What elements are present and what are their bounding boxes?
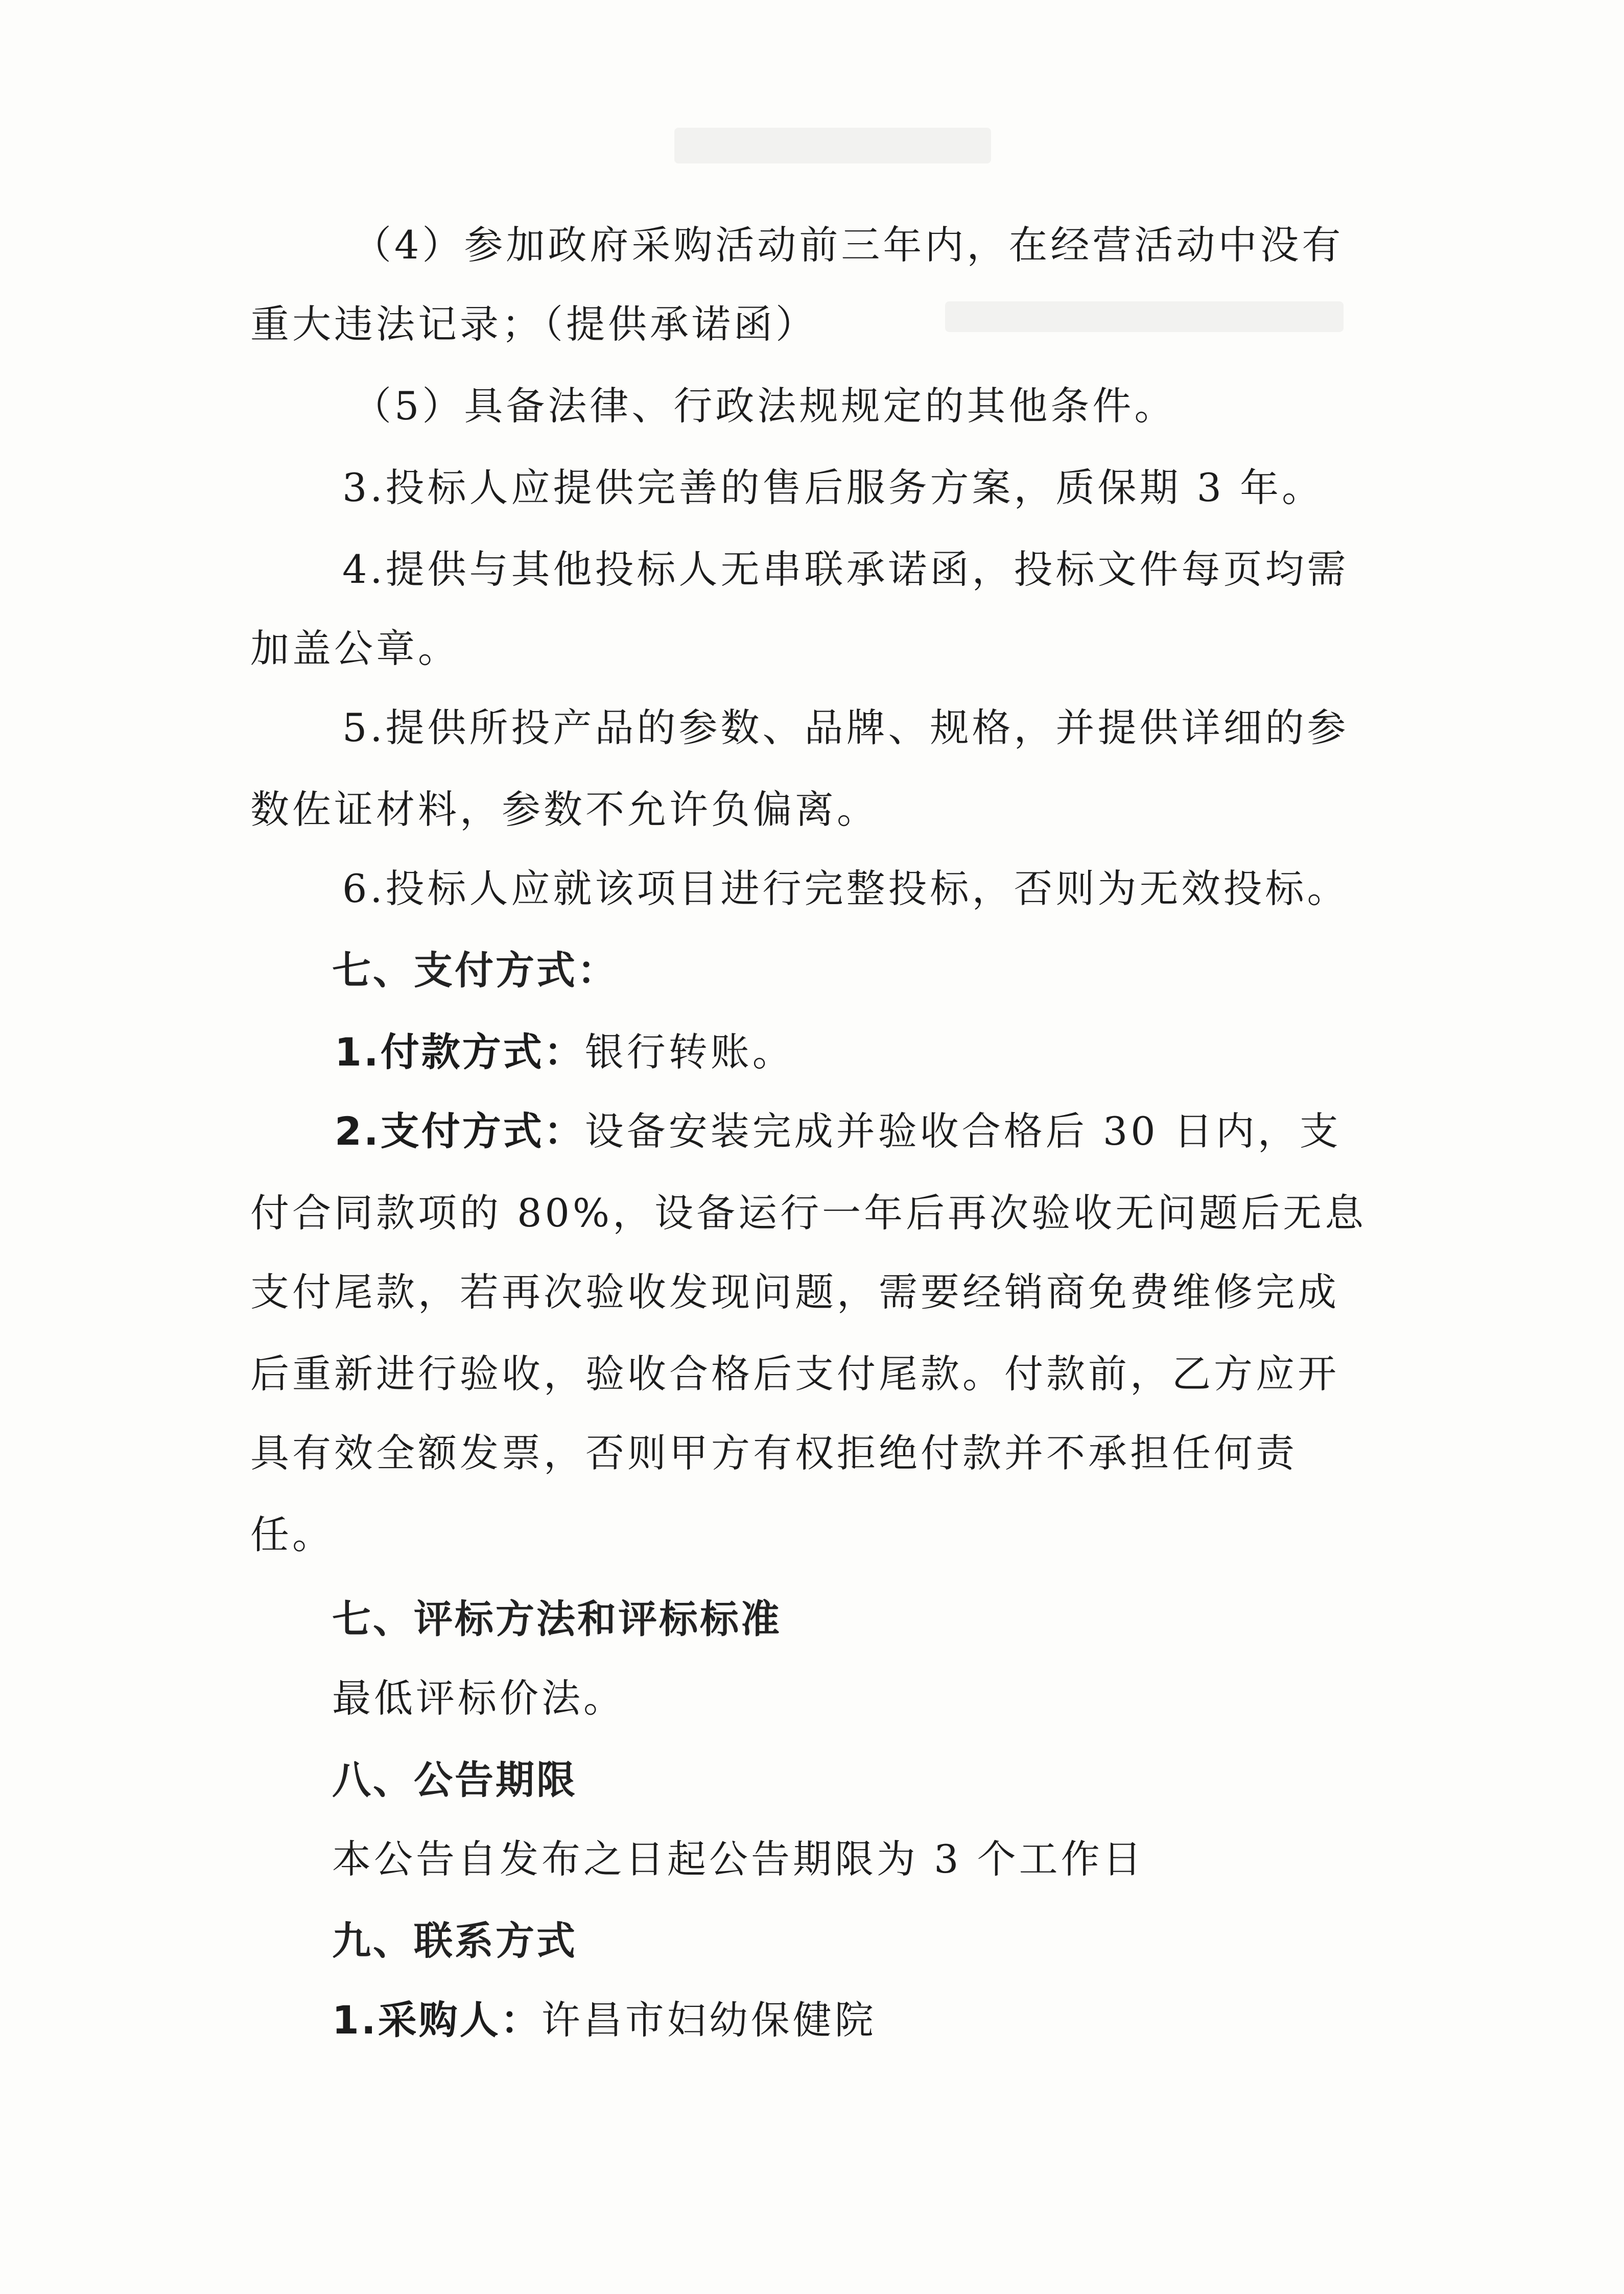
payment-item-1 [335,1027,794,1078]
payment-item-2-text: 设备安装完成并验收合格后 30 日内，支 [584,1108,1341,1154]
payment-item-2-label: 2.支付方式： [335,1108,585,1154]
body-line: 支付尾款，若再次验收发现问题，需要经销商免费维修完成 [250,1269,1339,1315]
body-line: 4.提供与其他投标人无串联承诺函，投标文件每页均需 [342,547,1349,592]
body-line: 具有效全额发票，否则甲方有权拒绝付款并不承担任何责 [250,1430,1298,1476]
body-line: （4）参加政府采购活动前三年内，在经营活动中没有 [352,222,1344,268]
body-line: 数佐证材料，参数不允许负偏离。 [250,787,879,832]
payment-item-1-text: 银行转账。 [584,1029,794,1075]
payment-item-1-label: 1.付款方式： [335,1029,585,1075]
contact-item-1-label: 1.采购人： [332,1997,542,2043]
body-line: 3.投标人应提供完善的售后服务方案，质保期 3 年。 [342,465,1324,510]
scan-bleed-mark [674,128,991,163]
body-line: 任。 [250,1512,334,1557]
section-heading-evaluation: 七、评标方法和评标标准 [332,1596,782,1642]
section-heading-period: 八、公告期限 [332,1757,577,1803]
body-line: 付合同款项的 80%，设备运行一年后再次验收无问题后无息 [250,1190,1367,1236]
section-heading-payment: 七、支付方式： [332,948,618,993]
body-line: 6.投标人应就该项目进行完整投标，否则为无效投标。 [342,866,1349,911]
section-heading-contact: 九、联系方式 [332,1918,577,1964]
evaluation-text: 最低评标价法。 [332,1675,625,1721]
body-line: 重大违法记录；（提供承诺函） [250,301,817,347]
body-line: 加盖公章。 [250,626,460,671]
scan-bleed-mark [945,301,1344,332]
body-line: （5）具备法律、行政法规规定的其他条件。 [352,383,1176,429]
payment-item-2 [335,1106,1341,1157]
contact-item-1 [332,1995,877,2046]
body-line: 5.提供所投产品的参数、品牌、规格，并提供详细的参 [342,705,1349,750]
period-text: 本公告自发布之日起公告期限为 3 个工作日 [332,1836,1145,1882]
body-line: 后重新进行验收，验收合格后支付尾款。付款前，乙方应开 [250,1351,1339,1397]
contact-item-1-text: 许昌市妇幼保健院 [541,1997,877,2043]
